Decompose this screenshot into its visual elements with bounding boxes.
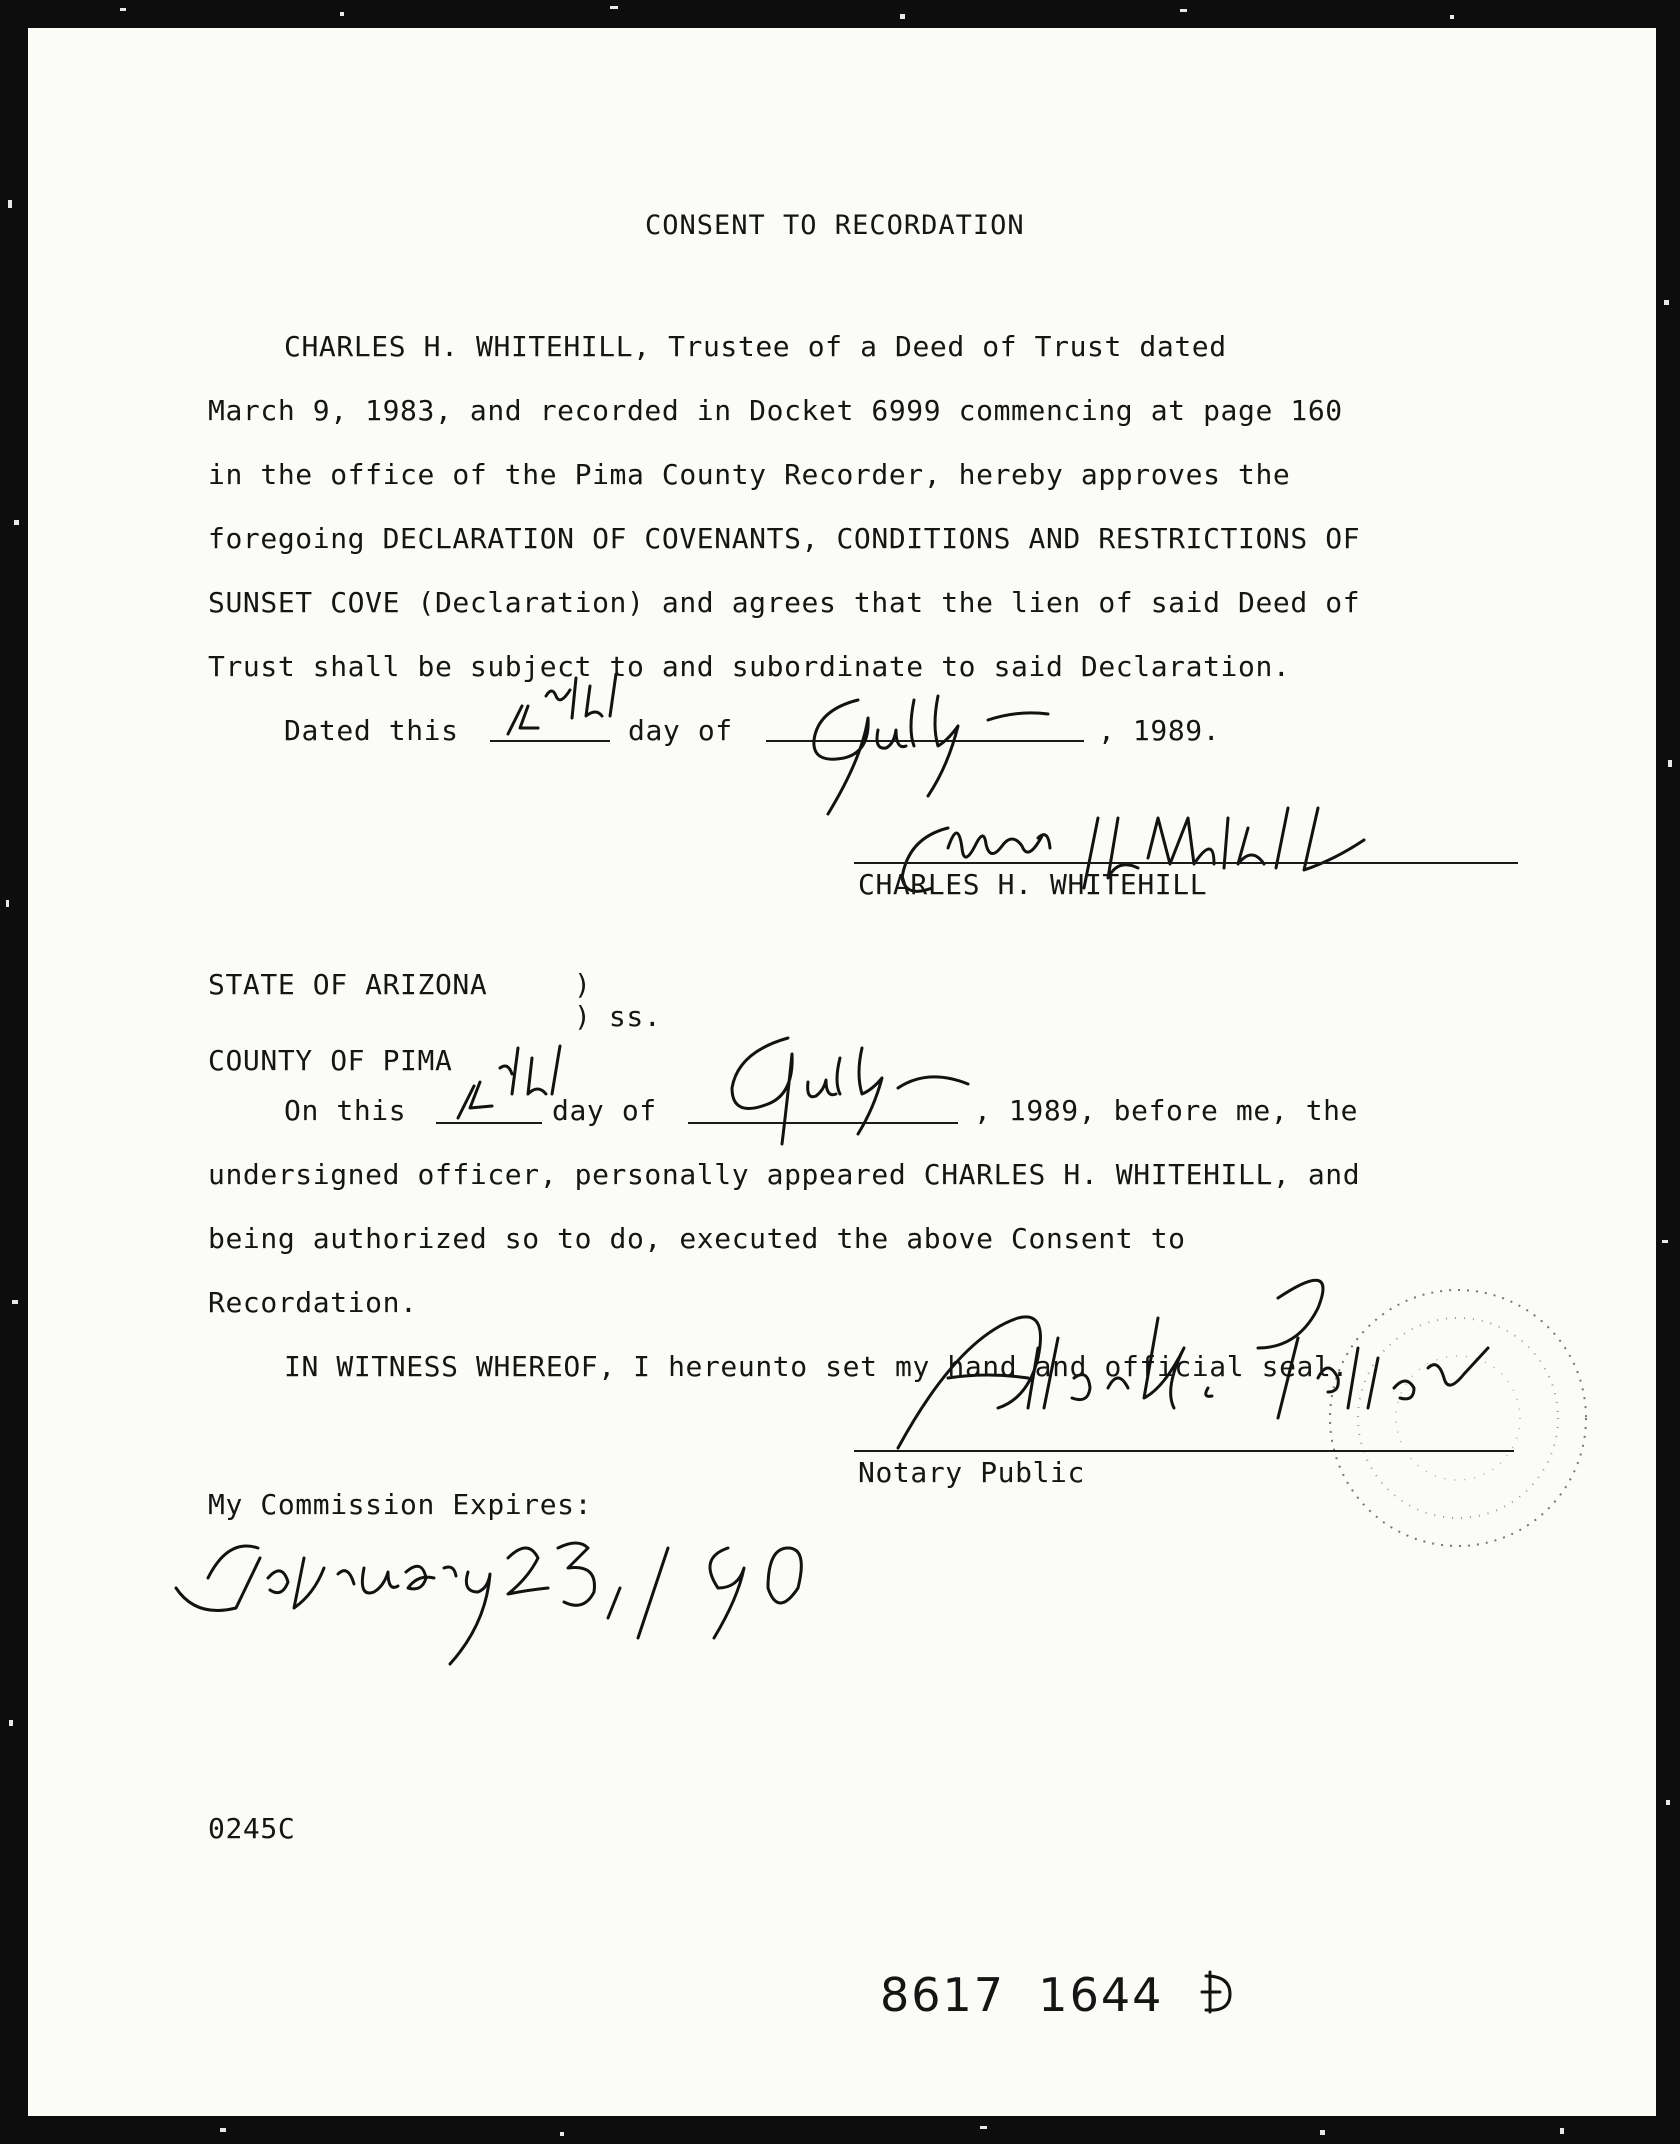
body-line: Trust shall be subject to and subordinate to said Declaration. bbox=[208, 650, 1291, 683]
body-line: in the office of the Pima County Recorder, hereby approves the bbox=[208, 458, 1291, 491]
body-line: foregoing DECLARATION OF COVENANTS, CONDITIONS AND RESTRICTIONS OF bbox=[208, 522, 1361, 555]
trustee-signature-line bbox=[854, 862, 1518, 864]
ack-prefix: On this bbox=[284, 1094, 407, 1127]
commission-label: My Commission Expires: bbox=[208, 1488, 593, 1521]
dated-prefix: Dated this bbox=[284, 714, 459, 747]
recording-number: 8617 1644 bbox=[880, 1968, 1164, 2022]
body-line: March 9, 1983, and recorded in Docket 6999 commencing at page 160 bbox=[208, 394, 1343, 427]
trustee-printed-name: CHARLES H. WHITEHILL bbox=[858, 868, 1208, 901]
witness-text: IN WITNESS WHEREOF, I hereunto set my hand and official seal. bbox=[284, 1350, 1349, 1383]
notary-signature bbox=[858, 1278, 1638, 1458]
notary-label: Notary Public bbox=[858, 1456, 1085, 1489]
recording-number-initial bbox=[1200, 1966, 1240, 2026]
handwritten-day-14th bbox=[498, 666, 648, 746]
dated-suffix: , 1989. bbox=[1098, 714, 1221, 747]
document-page bbox=[28, 28, 1656, 2116]
body-line: CHARLES H. WHITEHILL, Trustee of a Deed of Trust dated bbox=[284, 330, 1227, 363]
dated-mid: day of bbox=[628, 714, 733, 747]
ack-suffix: , 1989, before me, the bbox=[974, 1094, 1359, 1127]
body-line: SUNSET COVE (Declaration) and agrees that the lien of said Deed of bbox=[208, 586, 1361, 619]
ack-line: being authorized so to do, executed the above Consent to bbox=[208, 1222, 1186, 1255]
ack-line: Recordation. bbox=[208, 1286, 418, 1319]
handwritten-ack-month-july bbox=[708, 1018, 988, 1148]
venue-paren: ) bbox=[574, 968, 592, 1001]
commission-date-handwritten bbox=[168, 1498, 908, 1668]
venue-state: STATE OF ARIZONA bbox=[208, 968, 488, 1001]
page-title: CONSENT TO RECORDATION bbox=[645, 210, 1025, 241]
venue-county: COUNTY OF PIMA bbox=[208, 1044, 453, 1077]
ack-mid: day of bbox=[552, 1094, 657, 1127]
notary-signature-line bbox=[854, 1450, 1514, 1452]
venue-ss: ) ss. bbox=[574, 1000, 662, 1033]
doc-code: 0245C bbox=[208, 1812, 296, 1845]
ack-line: undersigned officer, personally appeared CHARLES H. WHITEHILL, and bbox=[208, 1158, 1361, 1191]
